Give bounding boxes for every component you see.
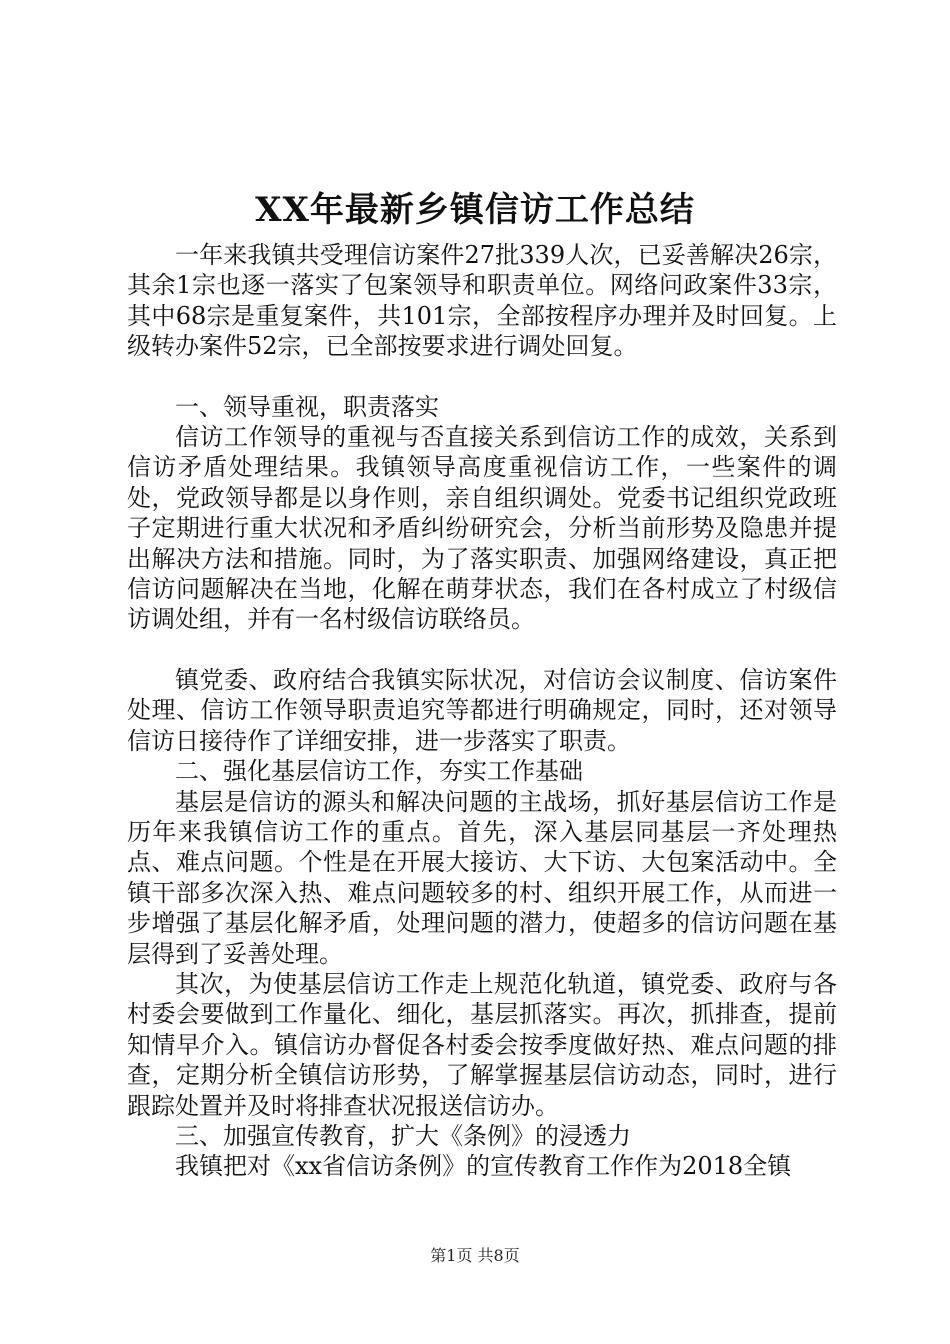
- paragraph-publicity: 我镇把对《xx省信访条例》的宣传教育工作作为2018全镇: [175, 1152, 792, 1181]
- paragraph-summary: 一年来我镇共受理信访案件27批339人次，已妥善解决26宗，其余1宗也逐一落实了包案领导和职责单位。网络问政案件33宗，其中68宗是重复案件，共101宗，全部按程序办理并及时回复。上级转办案件52宗，已全部按要求进行调处回复。: [127, 241, 837, 361]
- page-number-footer: 第1页 共8页: [430, 1246, 520, 1265]
- paragraph-standardization: 其次，为使基层信访工作走上规范化轨道，镇党委、政府与各村委会要做到工作量化、细化，基层抓落实。再次，抓排查，提前知情早介入。镇信访办督促各村委会按季度做好热、难点问题的排查，定期分析全镇信访形势，了解掌握基层信访动态，同时，进行跟踪处置并及时将排查状况报送信访办。: [127, 969, 837, 1120]
- paragraph-spacer: [127, 635, 837, 665]
- paragraph-spacer: [127, 362, 837, 392]
- paragraph-grassroots: 基层是信访的源头和解决问题的主战场，抓好基层信访工作是历年来我镇信访工作的重点。首先，深入基层同基层一齐处理热点、难点问题。个性是在开展大接访、大下访、大包案活动中。全镇干部多次深入热、难点问题较多的村、组织开展工作，从而进一步增强了基层化解矛盾，处理问题的潜力，使超多的信访问题在基层得到了妥善处理。: [127, 787, 837, 968]
- paragraph-rules: 镇党委、政府结合我镇实际状况，对信访会议制度、信访案件处理、信访工作领导职责追究等都进行明确规定，同时，还对领导信访日接待作了详细安排，进一步落实了职责。: [127, 665, 837, 755]
- paragraph-leadership: 信访工作领导的重视与否直接关系到信访工作的成效，关系到信访矛盾处理结果。我镇领导高度重视信访工作，一些案件的调处，党政领导都是以身作则，亲自组织调处。党委书记组织党政班子定期进行重大状况和矛盾纠纷研究会，分析当前形势及隐患并提出解决方法和措施。同时，为了落实职责、加强网络建设，真正把信访问题解决在当地，化解在萌芽状态，我们在各村成立了村级信访调处组，并有一名村级信访联络员。: [127, 423, 837, 634]
- section-heading-3: 三、加强宣传教育，扩大《条例》的浸透力: [175, 1121, 631, 1150]
- section-heading-2: 二、强化基层信访工作，夯实工作基础: [175, 757, 583, 786]
- document-body: [127, 240, 837, 1182]
- document-title: XX年最新乡镇信访工作总结: [255, 190, 695, 230]
- section-heading-1: 一、领导重视，职责落实: [175, 392, 439, 421]
